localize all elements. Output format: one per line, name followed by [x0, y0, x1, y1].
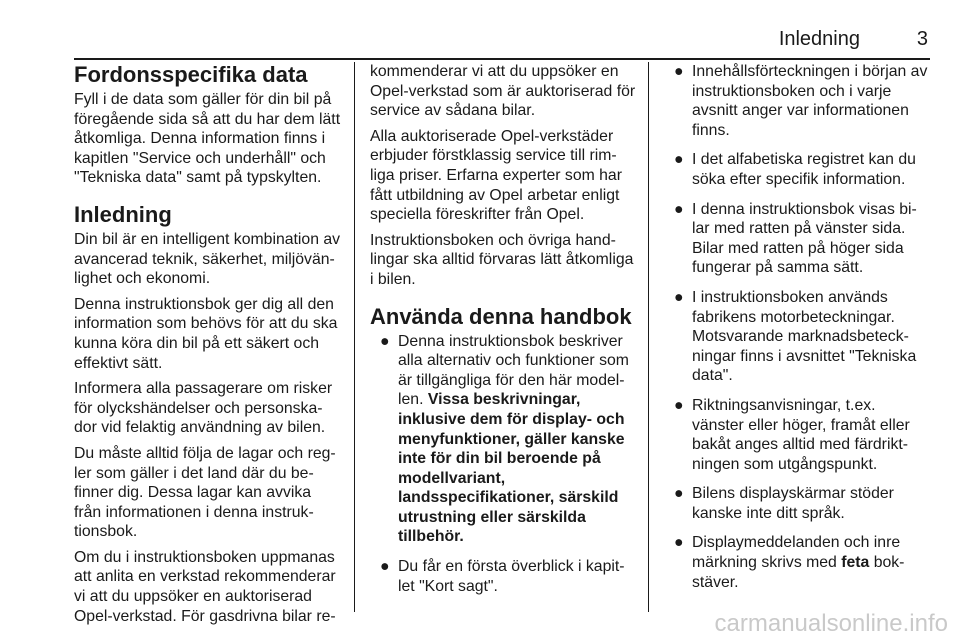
list-item-bold-text: feta [841, 554, 870, 572]
page-header [74, 26, 930, 60]
list-item-text: Du får en första överblick i kapit-let "Kort sagt". [398, 558, 625, 595]
paragraph: Du måste alltid följa de lagar och reg-ler som gäller i det land där du be-finner dig. Dessa lagar kan avvika från informationen i denna instruk-tionsbok. [74, 444, 336, 541]
bullet-icon: ● [674, 288, 684, 306]
list-item [666, 62, 930, 140]
bullet-icon: ● [674, 151, 684, 169]
list-item [666, 200, 930, 278]
watermark: carmanualsonline.info [714, 610, 948, 637]
list-item-text: Innehållsförteckningen i början av instruktionsboken och i varje avsnitt anger var informationen finns. [692, 63, 928, 139]
list-item [666, 396, 930, 474]
list-item [370, 557, 636, 596]
heading-introduction: Inledning [74, 201, 172, 227]
bullet-icon: ● [674, 534, 684, 552]
list-item [666, 484, 930, 523]
bullet-list [370, 332, 636, 597]
list-item [370, 332, 636, 548]
paragraph: Om du i instruktionsboken uppmanas att anlita en verkstad rekommenderar vi att du uppsöker en auktoriserad Opel-verkstad. För gasdrivna bilar re- [74, 548, 336, 625]
header-title: Inledning [778, 28, 860, 50]
column-divider [648, 62, 649, 612]
page-number: 3 [916, 28, 928, 50]
list-item-bold-text: Vissa beskrivningar, inklusive dem för display- och menyfunktioner, gäller kanske inte för din bil beroende på modellvariant, landsspecifikationer, särskild utrustning eller särskilda tillbehör. [398, 391, 625, 546]
bullet-icon: ● [674, 63, 684, 80]
bullet-icon: ● [674, 485, 684, 503]
paragraph: Denna instruktionsbok ger dig all den information som behövs för att du ska kunna köra din bil på ett säkert och effektivt sätt. [74, 295, 338, 372]
paragraph: kommenderar vi att du uppsöker en Opel-verkstad som är auktoriserad för service av sådana bilar. [370, 63, 636, 120]
column-3 [666, 62, 930, 602]
list-item-text: Bilens displayskärmar stöder kanske inte ditt språk. [692, 485, 894, 522]
paragraph: Din bil är en intelligent kombination av avancerad teknik, säkerhet, miljövän-lighet och ekonomi. [74, 230, 341, 288]
column-1 [74, 62, 342, 632]
heading-using-manual: Använda denna handbok [370, 303, 632, 329]
column-2 [370, 62, 636, 606]
column-divider [354, 62, 355, 612]
list-item-text: I det alfabetiska registret kan du söka efter specifik information. [692, 151, 916, 188]
list-item-text: I instruktionsboken används fabrikens motorbeteckningar. Motsvarande marknadsbeteck-ningar finns i avsnittet "Tekniska data". [692, 288, 917, 385]
paragraph: Informera alla passagerare om risker för olyckshändelser och personska-dor vid felaktig användning av bilen. [74, 380, 333, 437]
list-item-text: Displaymeddelanden och inre märkning skrivs med [692, 534, 901, 572]
bullet-icon: ● [674, 396, 684, 414]
bullet-list [666, 62, 930, 592]
list-item-text: Riktningsanvisningar, t.ex. vänster eller höger, framåt eller bakåt anges alltid med färdrikt-ningen som utgångspunkt. [692, 396, 910, 473]
list-item-text: I denna instruktionsbok visas bi-lar med ratten på vänster sida. Bilar med ratten på höger sida fungerar på samma sätt. [692, 200, 917, 277]
list-item [666, 288, 930, 386]
list-item-text: bok-stäver. [692, 554, 905, 591]
bullet-icon: ● [674, 200, 684, 218]
heading-vehicle-data: Fordonsspecifika data [74, 62, 308, 87]
bullet-icon: ● [380, 332, 390, 350]
paragraph: Fyll i de data som gäller för din bil på föregående sida så att du har dem lätt åtkomliga. Denna information finns i kapitlen "Service och underhåll" och "Tekniska data" samt på typskylten. [74, 91, 341, 187]
list-item-text: Denna instruktionsbok beskriver alla alternativ och funktioner som är tillgängliga för den här model-len. [398, 332, 629, 409]
bullet-icon: ● [380, 558, 390, 576]
paragraph: Alla auktoriserade Opel-verkstäder erbjuder förstklassig service till rim-liga priser. Erfarna experter som har fått utbildning av Opel arbetar enligt speciella föreskrifter från Opel. [370, 127, 622, 224]
list-item [666, 533, 930, 592]
paragraph: Instruktionsboken och övriga hand-lingar ska alltid förvaras lätt åtkomliga i bilen. [370, 231, 634, 288]
list-item [666, 150, 930, 189]
